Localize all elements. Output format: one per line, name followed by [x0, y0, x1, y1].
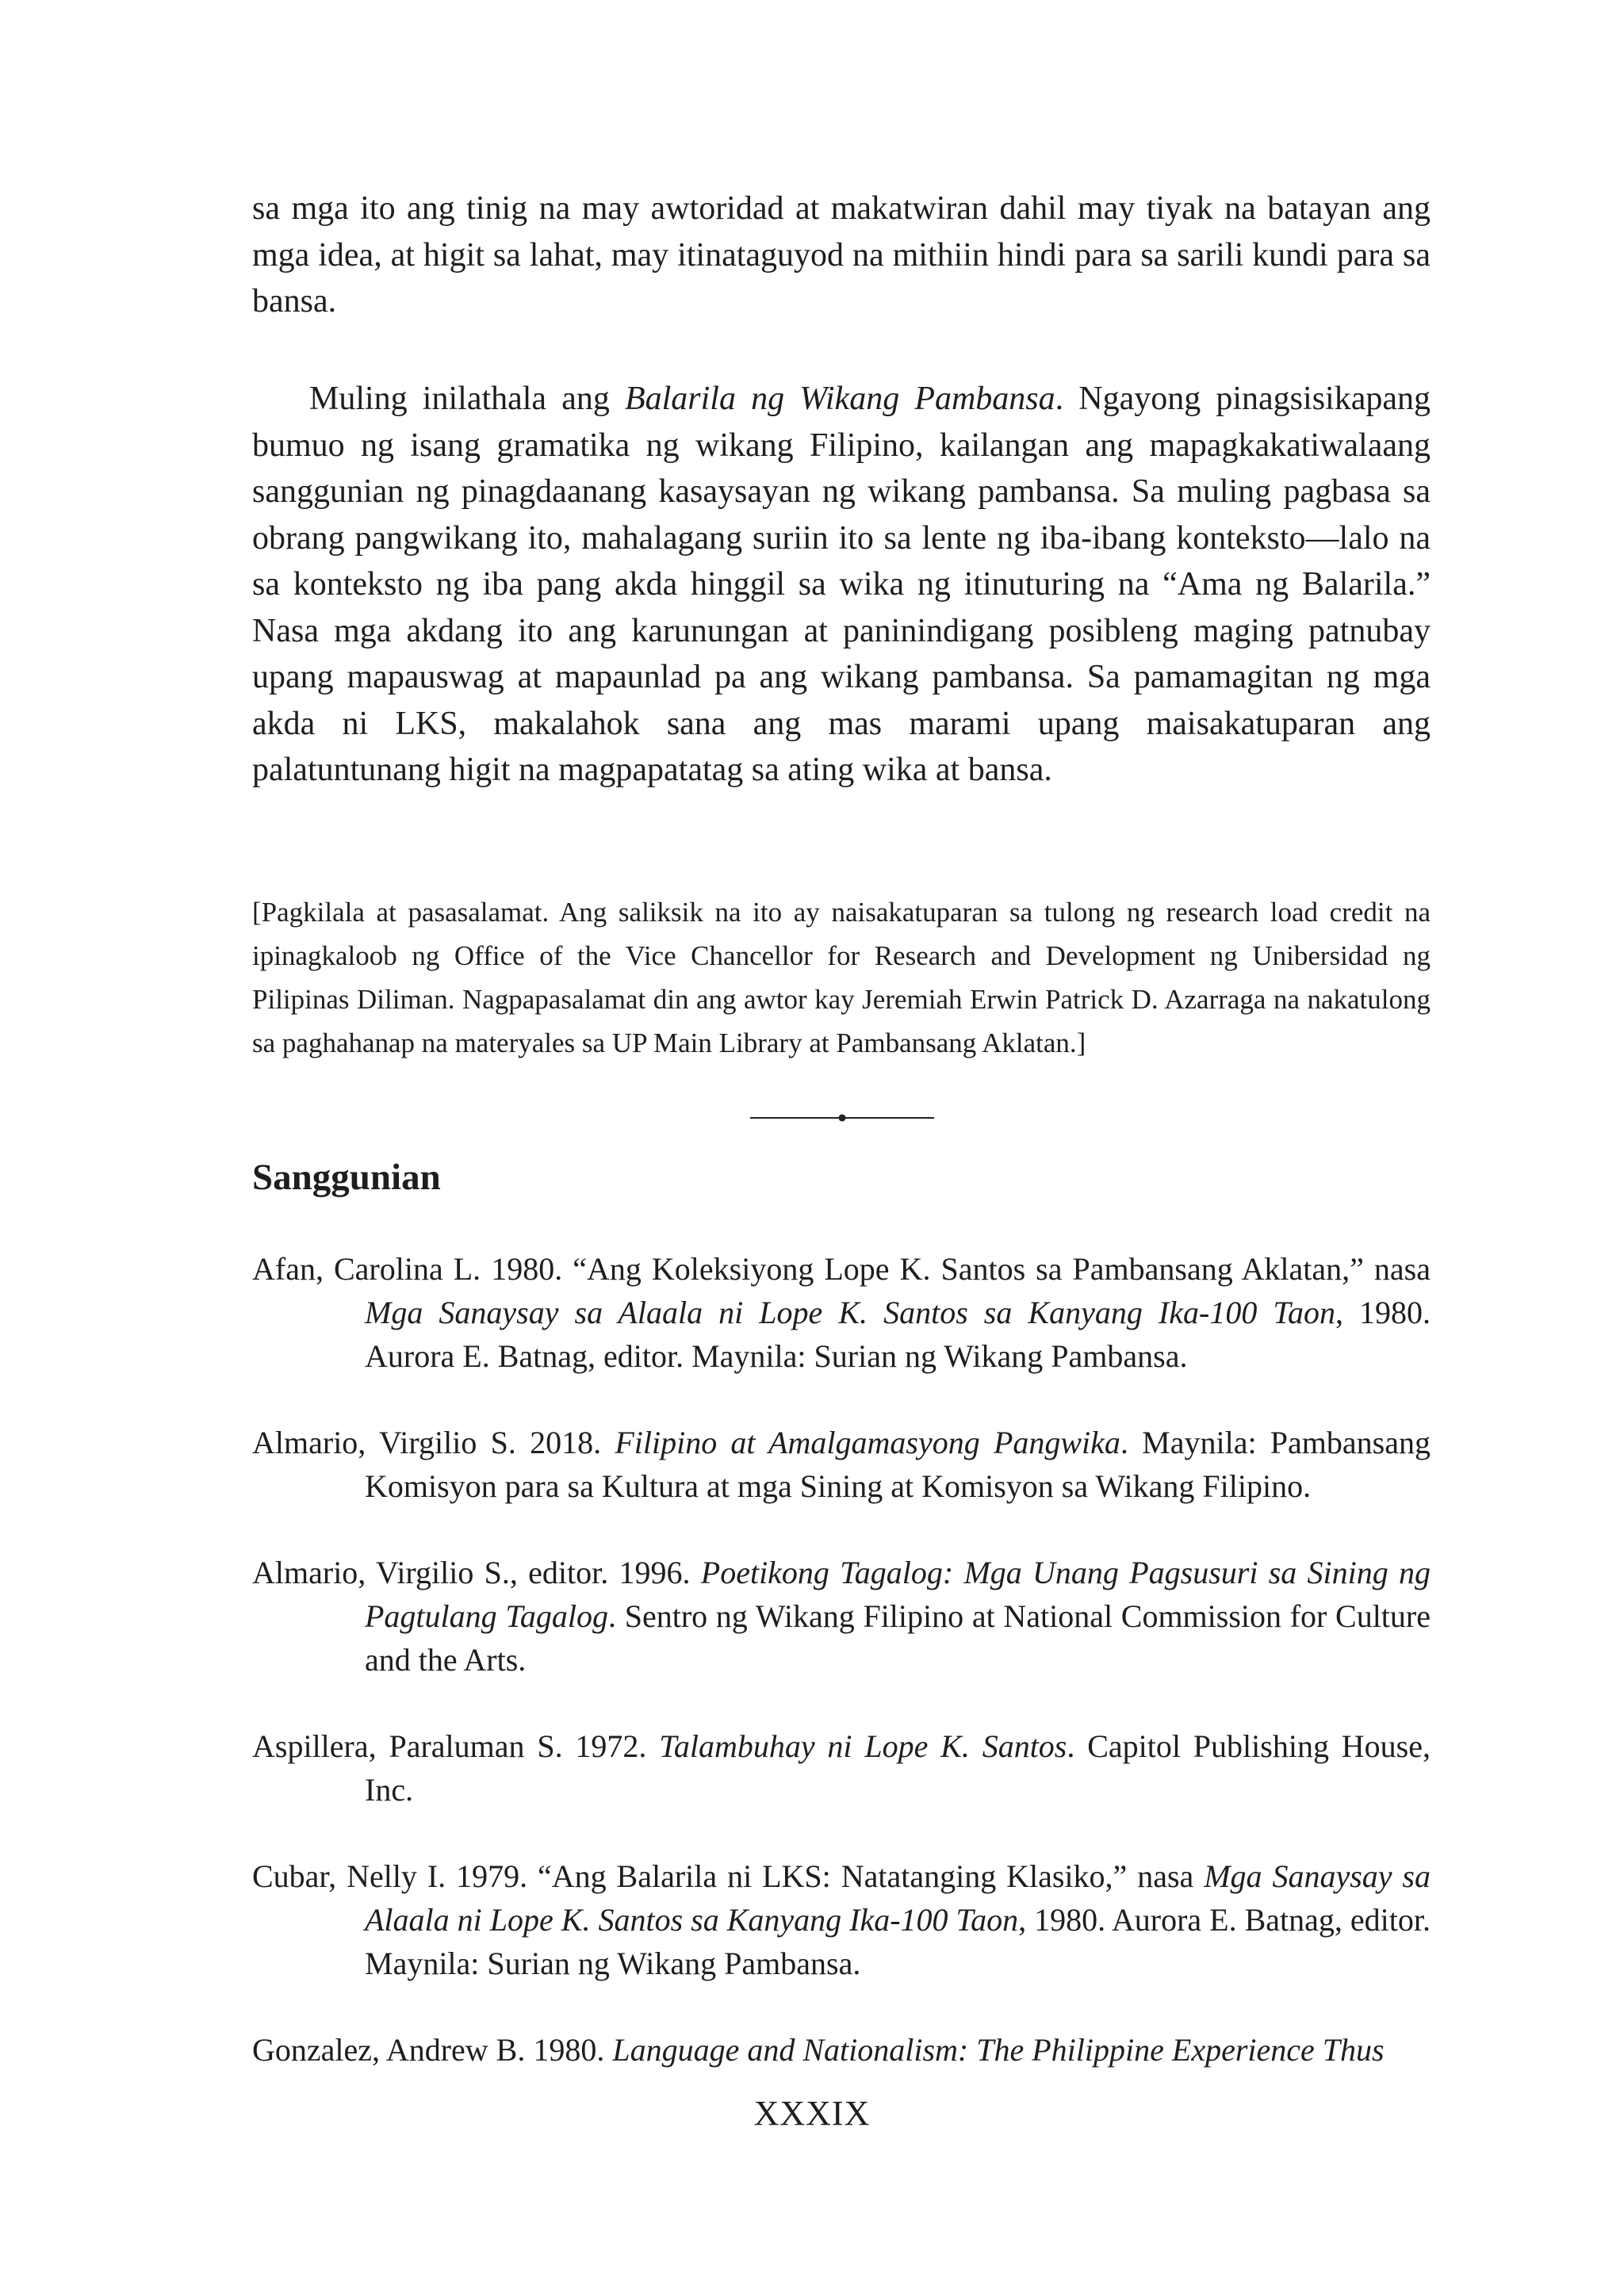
section-divider-ornament	[750, 1110, 934, 1126]
reference-item	[252, 1247, 1431, 1378]
references-list	[252, 1247, 1431, 2114]
reference-item	[252, 1421, 1431, 1508]
body-paragraph-2	[252, 376, 1431, 794]
reference-title: Mga Sanaysay sa Alaala ni Lope K. Santos sa Kanyang Ika-100 Taon	[365, 1295, 1335, 1330]
references-heading: Sanggunian	[252, 1157, 441, 1198]
reference-text: . Capitol Publishing House, Inc.	[365, 1728, 1431, 1808]
paragraph-2-rest: . Ngayong pinagsisikapang bumuo ng isang gramatika ng wikang Filipino, kailangan ang mapagkakatiwalaang sanggunian ng pinagdaanang kasaysayan ng wikang pambansa. Sa muling pagbasa sa obrang pangwikang ito, mahalagang suriin ito sa lente ng iba-ibang konteksto—lalo na sa konteksto ng iba pang akda hinggil sa wika ng itinuturing na “Ama ng Balarila.” Nasa mga akdang ito ang karunungan at paninindigang posibleng maging patnubay upang mapauswag at mapaunlad pa ang wikang pambansa. Sa pamamagitan ng mga akda ni LKS, makalahok sana ang mas marami upang maisakatuparan ang palatuntunang higit na magpapatatag sa ating wika at bansa.	[252, 381, 1431, 788]
paragraph-2-book-title: Balarila ng Wikang Pambansa	[624, 381, 1055, 417]
reference-text: Almario, Virgilio S. 2018.	[252, 1425, 615, 1460]
reference-text: Gonzalez, Andrew B. 1980.	[252, 2032, 613, 2068]
reference-text: , 1980. Aurora E. Batnag, editor. Maynila: Surian ng Wikang Pambansa.	[365, 1902, 1431, 1981]
reference-item	[252, 1724, 1431, 1812]
reference-item	[252, 1854, 1431, 1985]
reference-title: Filipino at Amalgamasyong Pangwika	[615, 1425, 1120, 1460]
reference-text: Afan, Carolina L. 1980. “Ang Koleksiyong Lope K. Santos sa Pambansang Aklatan,” nasa	[252, 1251, 1431, 1287]
reference-title: Talambuhay ni Lope K. Santos	[659, 1728, 1067, 1764]
reference-text: , 1980. Aurora E. Batnag, editor. Maynila: Surian ng Wikang Pambansa.	[365, 1295, 1431, 1374]
reference-item	[252, 2028, 1431, 2072]
reference-text: Almario, Virgilio S., editor. 1996.	[252, 1555, 701, 1590]
reference-text: Aspillera, Paraluman S. 1972.	[252, 1728, 660, 1764]
reference-title: Mga Sanaysay sa Alaala ni Lope K. Santos sa Kanyang Ika-100 Taon	[365, 1858, 1431, 1938]
paragraph-2-lead: Muling inilathala ang	[309, 381, 625, 417]
reference-text: Cubar, Nelly I. 1979. “Ang Balarila ni LKS: Natatanging Klasiko,” nasa	[252, 1858, 1205, 1894]
reference-text: . Sentro ng Wikang Filipino at National Commission for Culture and the Arts.	[365, 1598, 1431, 1678]
page-number: XXXIX	[753, 2094, 871, 2133]
reference-item	[252, 1551, 1431, 1682]
reference-text: . Maynila: Pambansang Komisyon para sa Kultura at mga Sining at Komisyon sa Wikang Filipino.	[365, 1425, 1431, 1504]
acknowledgment-note: [Pagkilala at pasasalamat. Ang saliksik na ito ay naisakatuparan sa tulong ng research load credit na ipinagkaloob ng Office of the Vice Chancellor for Research and Development ng Unibersidad ng Pilipinas Diliman. Nagpapasalamat din ang awtor kay Jeremiah Erwin Patrick D. Azarraga na nakatulong sa paghahanap na materyales sa UP Main Library at Pambansang Aklatan.]	[252, 897, 1431, 1058]
reference-title: Language and Nationalism: The Philippine Experience Thus	[612, 2032, 1385, 2068]
reference-title: Poetikong Tagalog: Mga Unang Pagsusuri sa Sining ng Pagtulang Tagalog	[365, 1555, 1431, 1634]
body-paragraph-1: sa mga ito ang tinig na may awtoridad at makatwiran dahil may tiyak na batayan ang mga idea, at higit sa lahat, may itinataguyod na mithiin hindi para sa sarili kundi para sa bansa.	[252, 190, 1431, 320]
